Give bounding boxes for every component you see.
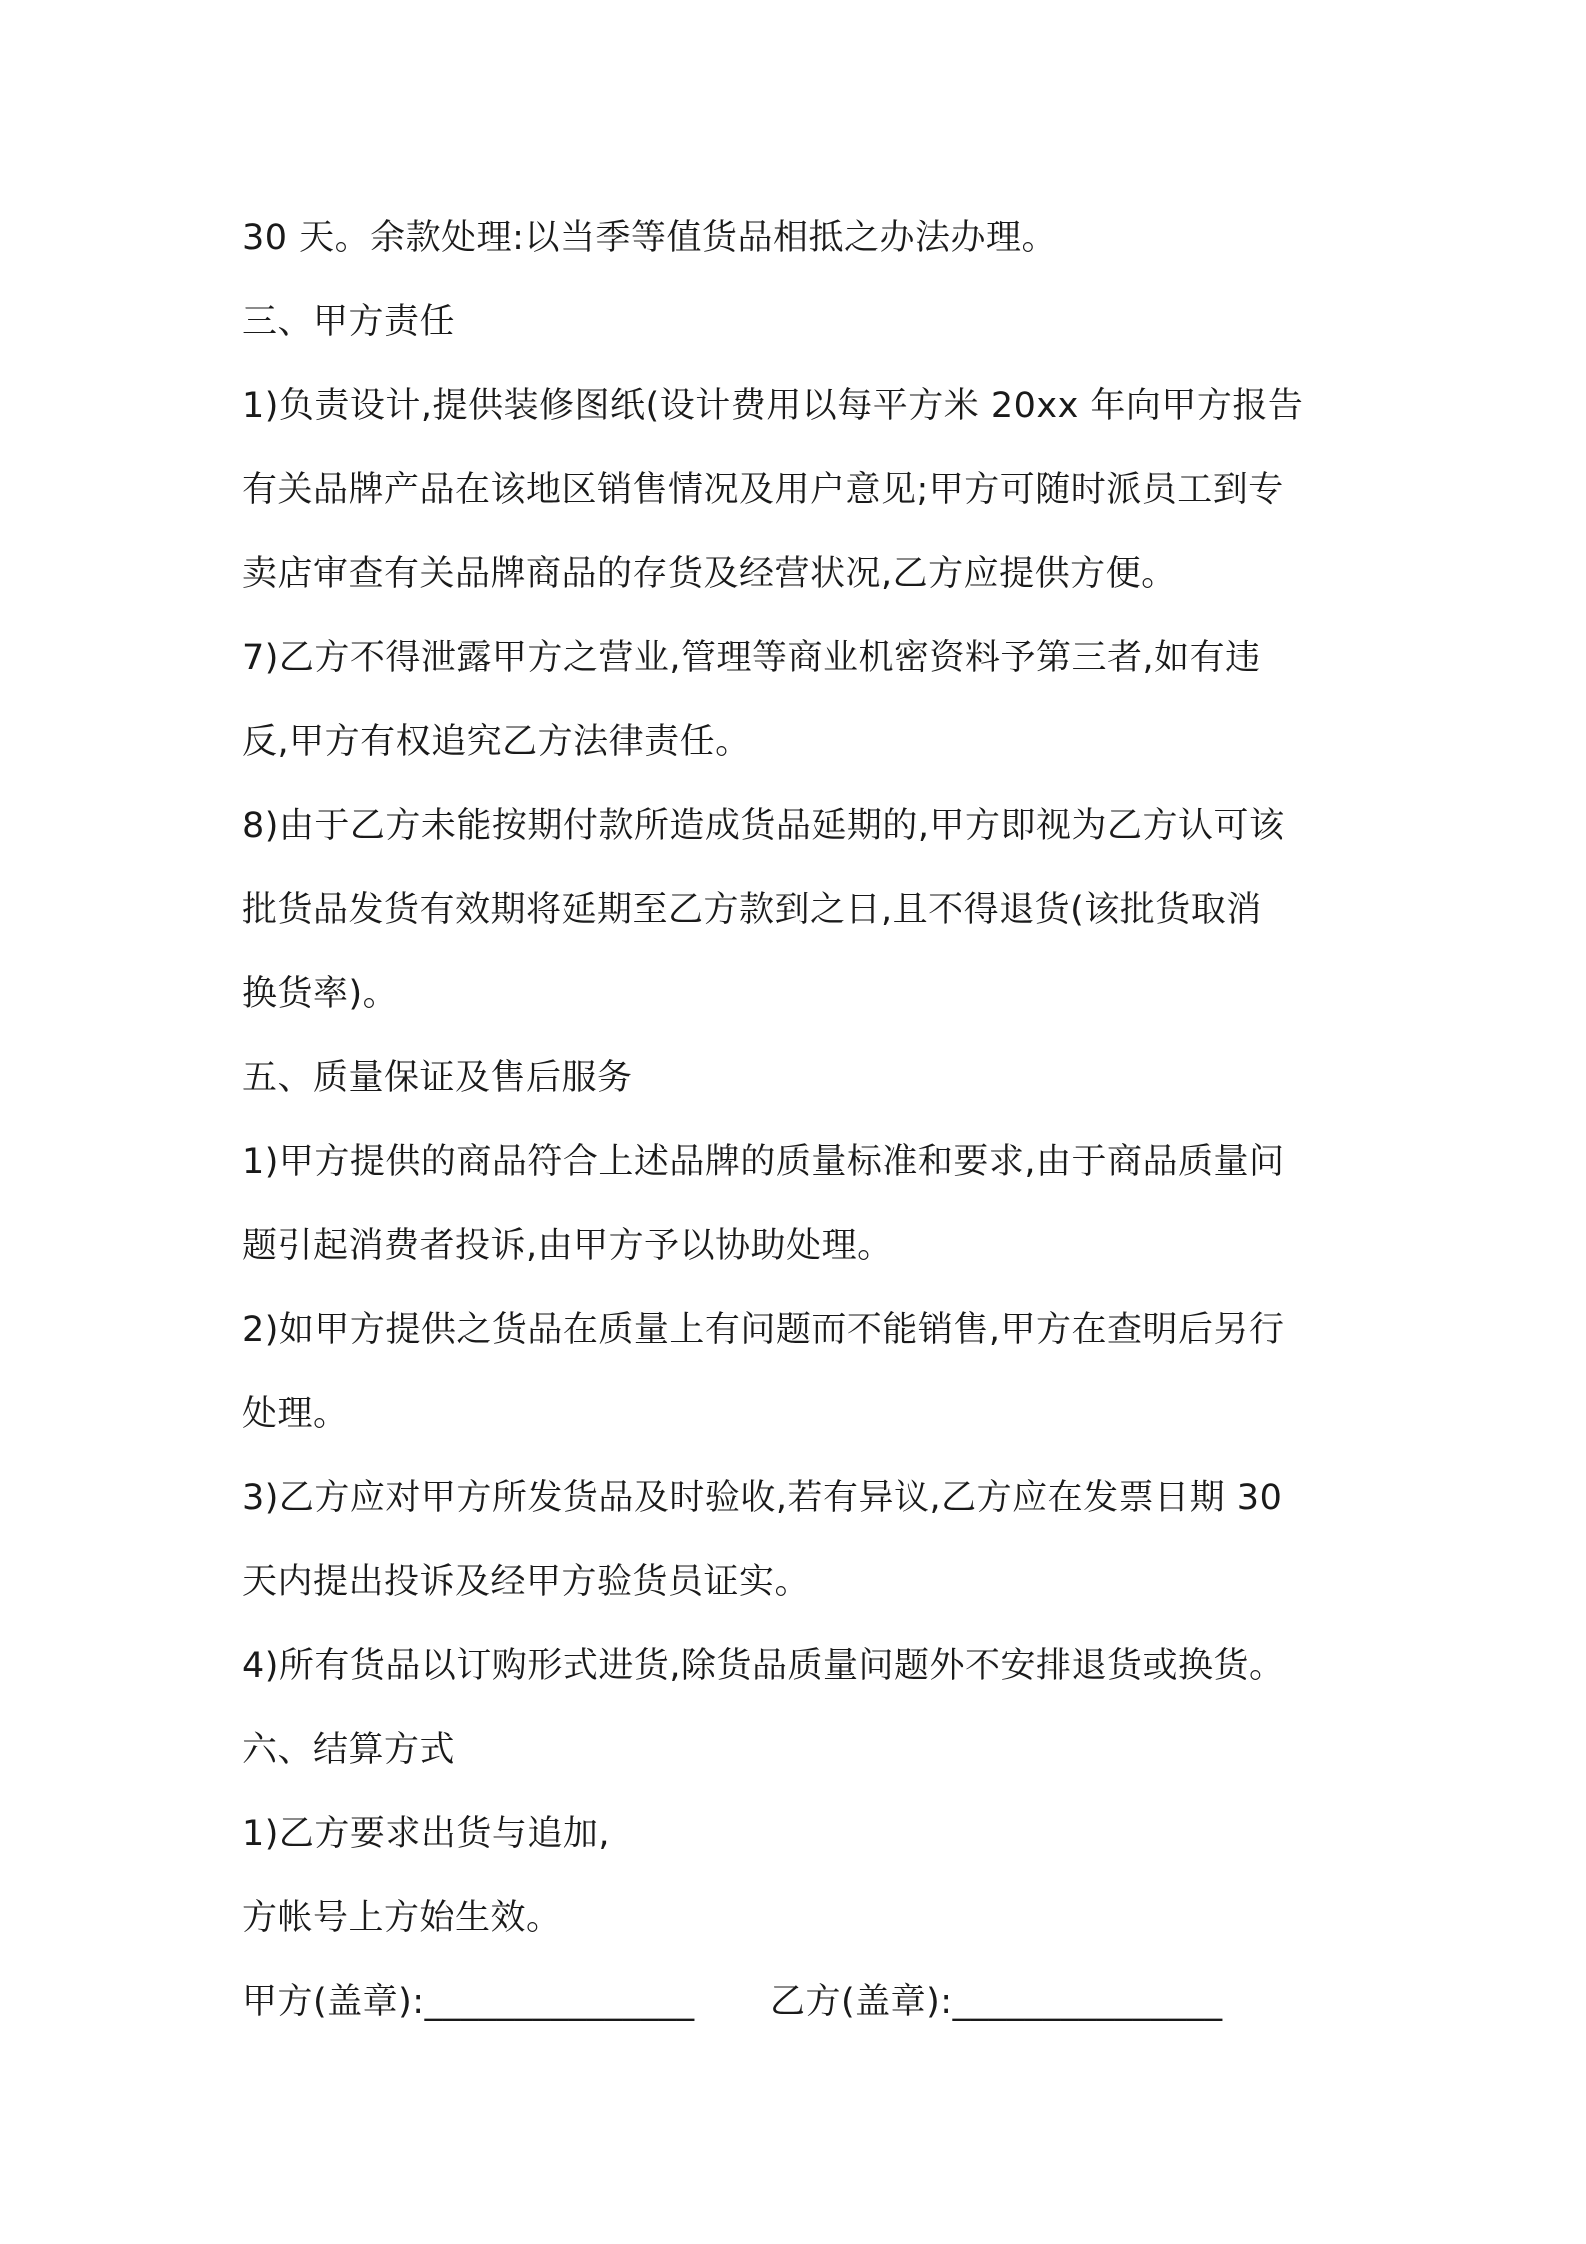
text-line: 1)甲方提供的商品符合上述品牌的质量标准和要求,由于商品质量问 [242,1142,1285,1182]
text-line: 有关品牌产品在该地区销售情况及用户意见;甲方可随时派员工到专 [242,470,1284,510]
text-line: 换货率)。 [242,974,399,1014]
text-line: 7)乙方不得泄露甲方之营业,管理等商业机密资料予第三者,如有违 [242,638,1261,678]
signature-line [242,1960,1352,2044]
text-line: 8)由于乙方未能按期付款所造成货品延期的,甲方即视为乙方认可该 [242,806,1285,846]
text-line: 4)所有货品以订购形式进货,除货品质量问题外不安排退货或换货。 [242,1646,1285,1686]
text-line: 批货品发货有效期将延期至乙方款到之日,且不得退货(该批货取消 [242,890,1262,930]
text-line: 2)如甲方提供之货品在质量上有问题而不能销售,甲方在查明后另行 [242,1310,1285,1350]
text-line: 1)乙方要求出货与追加, [242,1814,611,1854]
document-body [242,196,1352,2044]
text-line: 3)乙方应对甲方所发货品及时验收,若有异议,乙方应在发票日期 30 [242,1478,1283,1518]
text-line: 30 天。余款处理:以当季等值货品相抵之办法办理。 [242,218,1057,258]
section-heading: 五、质量保证及售后服务 [242,1058,633,1098]
text-line: 天内提出投诉及经甲方验货员证实。 [242,1562,811,1602]
section-heading: 三、甲方责任 [242,302,456,342]
text-line: 处理。 [242,1394,349,1434]
text-line: 1)负责设计,提供装修图纸(设计费用以每平方米 20xx 年向甲方报告 [242,386,1304,426]
text-line: 题引起消费者投诉,由甲方予以协助处理。 [242,1226,893,1266]
party-a-signature: 甲方(盖章):_______________ [242,1982,695,2022]
party-b-signature: 乙方(盖章):_______________ [770,1982,1223,2022]
section-heading: 六、结算方式 [242,1730,456,1770]
text-line: 卖店审查有关品牌商品的存货及经营状况,乙方应提供方便。 [242,554,1177,594]
text-line: 方帐号上方始生效。 [242,1898,562,1938]
text-line: 反,甲方有权追究乙方法律责任。 [242,722,751,762]
